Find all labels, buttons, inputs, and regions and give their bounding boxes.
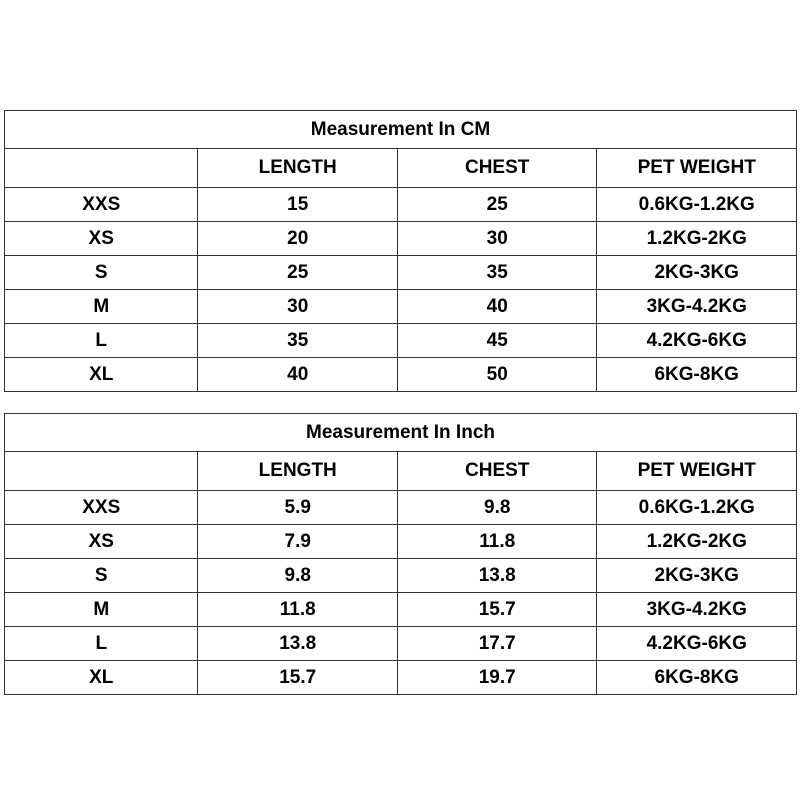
pet-weight-cell: 6KG-8KG <box>597 358 797 392</box>
chest-cell: 19.7 <box>397 661 597 695</box>
length-cell: 13.8 <box>198 627 398 661</box>
chest-cell: 13.8 <box>397 559 597 593</box>
pet-weight-cell: 0.6KG-1.2KG <box>597 188 797 222</box>
header-cell-size <box>5 452 198 491</box>
header-cell-length: LENGTH <box>198 452 398 491</box>
pet-weight-cell: 6KG-8KG <box>597 661 797 695</box>
pet-weight-cell: 3KG-4.2KG <box>597 290 797 324</box>
table-header-row <box>5 452 797 491</box>
size-cell: XS <box>5 525 198 559</box>
length-cell: 40 <box>198 358 397 392</box>
size-cell: XXS <box>5 491 198 525</box>
chest-cell: 15.7 <box>397 593 597 627</box>
table-title: Measurement In Inch <box>5 414 797 452</box>
table-caption-row <box>5 414 797 452</box>
table-row <box>5 559 797 593</box>
table-row <box>5 290 797 324</box>
pet-weight-cell: 1.2KG-2KG <box>597 222 797 256</box>
pet-weight-cell: 4.2KG-6KG <box>597 627 797 661</box>
pet-weight-cell: 1.2KG-2KG <box>597 525 797 559</box>
pet-weight-cell: 2KG-3KG <box>597 559 797 593</box>
chest-cell: 35 <box>397 256 596 290</box>
table-caption-row <box>5 111 797 149</box>
chest-cell: 50 <box>397 358 596 392</box>
header-cell-length: LENGTH <box>198 149 397 188</box>
length-cell: 9.8 <box>198 559 398 593</box>
size-cell: XL <box>5 661 198 695</box>
length-cell: 30 <box>198 290 397 324</box>
size-cell: XL <box>5 358 198 392</box>
pet-weight-cell: 4.2KG-6KG <box>597 324 797 358</box>
table-row <box>5 661 797 695</box>
header-cell-pet-weight: PET WEIGHT <box>597 149 797 188</box>
chest-cell: 11.8 <box>397 525 597 559</box>
header-cell-chest: CHEST <box>397 149 596 188</box>
size-cell: XS <box>5 222 198 256</box>
size-chart-table-inch <box>4 413 797 695</box>
length-cell: 25 <box>198 256 397 290</box>
table-row <box>5 324 797 358</box>
chest-cell: 17.7 <box>397 627 597 661</box>
length-cell: 20 <box>198 222 397 256</box>
size-cell: S <box>5 559 198 593</box>
size-cell: XXS <box>5 188 198 222</box>
length-cell: 11.8 <box>198 593 398 627</box>
table-row <box>5 358 797 392</box>
chest-cell: 40 <box>397 290 596 324</box>
chest-cell: 30 <box>397 222 596 256</box>
chest-cell: 25 <box>397 188 596 222</box>
table-row <box>5 627 797 661</box>
chest-cell: 9.8 <box>397 491 597 525</box>
length-cell: 5.9 <box>198 491 398 525</box>
length-cell: 7.9 <box>198 525 398 559</box>
length-cell: 35 <box>198 324 397 358</box>
pet-weight-cell: 3KG-4.2KG <box>597 593 797 627</box>
header-cell-chest: CHEST <box>397 452 597 491</box>
size-cell: L <box>5 627 198 661</box>
pet-weight-cell: 2KG-3KG <box>597 256 797 290</box>
table-row <box>5 222 797 256</box>
size-cell: M <box>5 290 198 324</box>
size-cell: S <box>5 256 198 290</box>
header-cell-pet-weight: PET WEIGHT <box>597 452 797 491</box>
table-row <box>5 188 797 222</box>
table-row <box>5 256 797 290</box>
pet-weight-cell: 0.6KG-1.2KG <box>597 491 797 525</box>
length-cell: 15 <box>198 188 397 222</box>
length-cell: 15.7 <box>198 661 398 695</box>
header-cell-size <box>5 149 198 188</box>
table-title: Measurement In CM <box>5 111 797 149</box>
table-row <box>5 593 797 627</box>
size-cell: M <box>5 593 198 627</box>
table-row <box>5 491 797 525</box>
size-cell: L <box>5 324 198 358</box>
table-header-row <box>5 149 797 188</box>
chest-cell: 45 <box>397 324 596 358</box>
table-row <box>5 525 797 559</box>
size-chart-table-cm <box>4 110 797 392</box>
